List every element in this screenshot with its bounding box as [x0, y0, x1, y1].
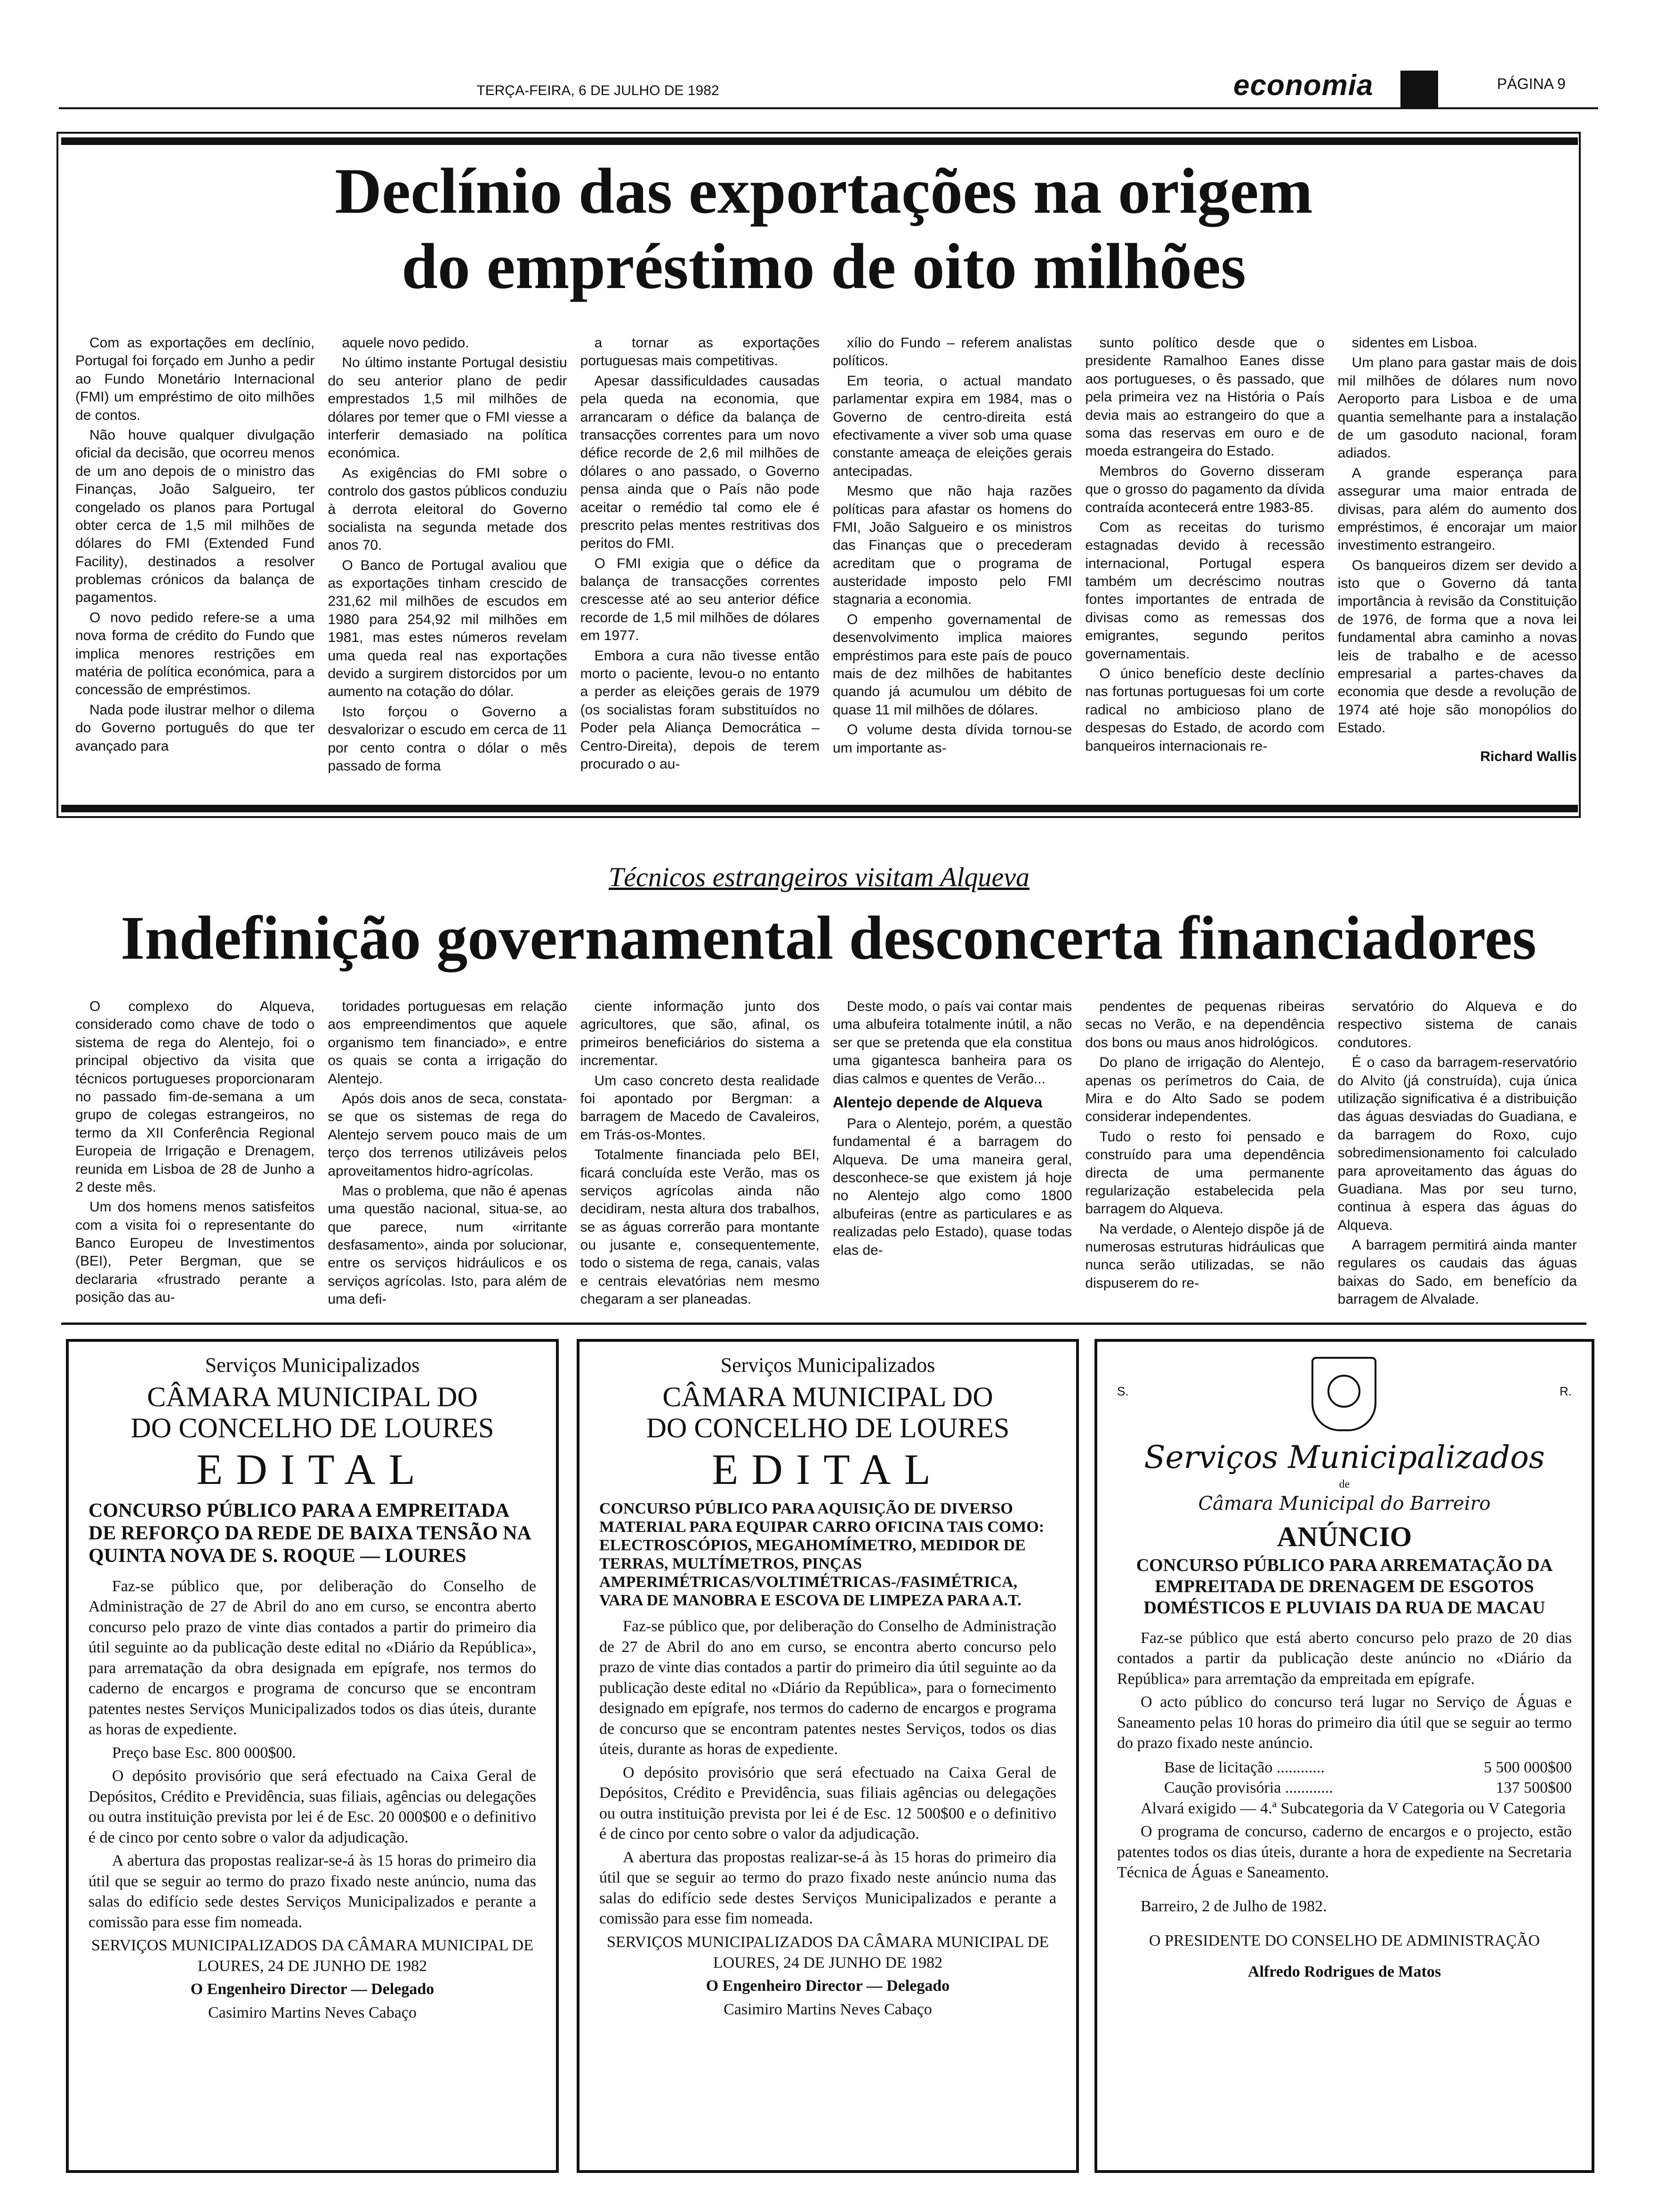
paragraph: Os banqueiros dizem ser devido a isto que o Governo dá tanta importância à revisão da Constituição de 1976, de forma que a nova lei fundamental abra caminho a novas leis de trabalho e de acesso empresarial a partes-chaves da economia que desde a revolução de 1974 até hoje são monopólios do Estado.	[1337, 557, 1577, 736]
ad3-base-row	[1117, 1757, 1572, 1778]
ad3-p3: O programa de concurso, caderno de encargos e o projecto, estão patentes todos os dias úteis, durante a hora de expediente na Secretaria Técnica de Águas e Saneamento.	[1117, 1823, 1572, 1882]
page-number: PÁGINA 9	[1497, 75, 1566, 92]
paragraph: Não houve qualquer divulgação oficial da decisão, que ocorreu menos de um ano depois de o ministro das Finanças, João Salgueiro, ter congelado os planos para Portugal obter cerca de 1,5 mil milhões de dólares do FMI (Extended Fund Facility), destinados a resolver problemas crónicos da balança de pagamentos.	[75, 427, 315, 606]
article2-subhead: Alentejo depende de Alqueva	[832, 1093, 1043, 1111]
ad3-place: Barreiro, 2 de Julho de 1982.	[1141, 1897, 1327, 1915]
paragraph: Na verdade, o Alentejo dispõe já de numerosas estruturas hidráulicas que nunca serão utilizadas, se não dispuserem do re-	[1085, 1221, 1325, 1291]
ad1-sign3: Casimiro Martins Neves Cabaço	[208, 2004, 417, 2021]
article2-col1	[75, 998, 314, 1318]
paragraph: O empenho governamental de desenvolvimento implica maiores empréstimos para este país de pouco mais de dez milhões de habitantes quando já acumulou um débito de quase 11 mil milhões de dólares.	[832, 611, 1072, 718]
issue-date: TERÇA-FEIRA, 6 DE JULHO DE 1982	[476, 83, 719, 98]
article2-bottom-rule	[61, 1322, 1586, 1325]
ad3-base-value: 5 500 000$00	[1484, 1758, 1572, 1776]
article2-col6	[1338, 998, 1577, 1318]
paragraph: Com as exportações em declínio, Portugal foi forçado em Junho a pedir ao Fundo Monetário Internacional (FMI) um empréstimo de oito milhões de contos.	[75, 335, 315, 423]
municipal-crest-icon	[1311, 1357, 1376, 1431]
ad1-p2: Preço base Esc. 800 000$00.	[112, 1744, 296, 1762]
article1-byline: Richard Wallis	[1480, 748, 1577, 764]
ad2-sign2: O Engenheiro Director — Delegado	[706, 1977, 950, 1995]
ad2-line3: DO CONCELHO DE LOURES	[646, 1412, 1010, 1444]
section-logo-icon	[1400, 71, 1438, 108]
ad2-line2: CÂMARA MUNICIPAL DO	[662, 1381, 993, 1413]
article2-col2	[328, 998, 567, 1318]
ad1-sign1: SERVIÇOS MUNICIPALIZADOS DA CÂMARA MUNICIPAL DE LOURES, 24 DE JUNHO DE 1982	[91, 1937, 534, 1975]
ad-loures-edital-2	[577, 1339, 1079, 2173]
paragraph: O FMI exigia que o défice da balança de transacções correntes crescesse até ao seu anterior défice recorde de 1,5 mil milhões de dólares em 1977.	[580, 555, 820, 644]
ad2-edital: EDITAL	[712, 1445, 944, 1494]
ad3-caucao-row	[1117, 1778, 1572, 1798]
paragraph: Apesar dassificuldades causadas pela queda na economia, que arrancaram o défice da balança de transacções correntes para um novo défice recorde de 2,6 mil milhões de dólares o ano passado, o Governo pensa ainda que o País não pode aceitar o remédio tal como ele é prescrito pelas mentes restritivas dos peritos do FMI.	[580, 373, 820, 552]
ad1-p4: A abertura das propostas realizar-se-á às 15 horas do primeiro dia útil que se seguir ao termo do prazo fixado neste anúncio, numa das salas do edifício sede destes Serviços Municipalizados e perante a comissão para esse fim nomeada.	[88, 1852, 536, 1931]
paragraph: servatório do Alqueva e do respectivo sistema de canais condutores.	[1337, 999, 1577, 1050]
paragraph: Deste modo, o país vai contar mais uma albufeira totalmente inútil, a não ser que se pretenda que ela constitua uma gigantesca banheira para os dias calmos e quentes de Verão...	[832, 999, 1072, 1087]
article2-col5	[1085, 998, 1324, 1318]
article2-col4	[833, 998, 1072, 1318]
article1-col6	[1338, 334, 1577, 800]
paragraph: ciente informação junto dos agricultores, que são, afinal, os primeiros beneficiários do sistema a incrementar.	[580, 999, 820, 1069]
ad3-script2: Câmara Municipal do Barreiro	[1198, 1493, 1491, 1515]
paragraph: pendentes de pequenas ribeiras secas no Verão, e na dependência dos bons ou maus anos hidrológicos.	[1085, 999, 1325, 1050]
ad3-crest-row	[1117, 1352, 1572, 1431]
ad3-base-label: Base de licitação ............	[1164, 1758, 1325, 1776]
ad3-p2: O acto público do concurso terá lugar no Serviço de Águas e Saneamento pelas 10 horas do primeiro dia útil que se seguir ao termo do prazo fixado neste anúncio.	[1117, 1693, 1572, 1752]
paragraph: aquele novo pedido.	[342, 335, 469, 351]
ad1-line1: Serviços Municipalizados	[205, 1354, 420, 1377]
paragraph: Nada pode ilustrar melhor o dilema do Governo português do que ter avançado para	[75, 702, 315, 754]
article1-title-line1: Declínio das exportações na origem	[335, 155, 1313, 227]
paragraph: Mesmo que não haja razões políticas para afastar os homens do FMI, João Salgueiro e os ministros das Finanças que o precederam acreditam que o programa de austeridade imposto pelo FMI stagnaria a economia.	[832, 483, 1072, 608]
ad-barreiro-anuncio	[1094, 1339, 1594, 2173]
ad3-caucao-label: Caução provisória ............	[1164, 1779, 1333, 1797]
paragraph: Um plano para gastar mais de dois mil milhões de dólares num novo Aeroporto para Lisboa e de uma quantia semelhante para a instalação de um gasoduto nacional, foram adiados.	[1337, 355, 1577, 461]
ad3-anuncio: ANÚNCIO	[1277, 1521, 1412, 1553]
ad3-script1: Serviços Municipalizados	[1144, 1439, 1545, 1475]
article2-kicker: Técnicos estrangeiros visitam Alqueva	[608, 862, 1030, 892]
ad2-sign1: SERVIÇOS MUNICIPALIZADOS DA CÂMARA MUNICIPAL DE LOURES, 24 DE JUNHO DE 1982	[606, 1933, 1049, 1972]
article1-col2	[328, 334, 567, 800]
article2-body	[75, 998, 1577, 1318]
paragraph: É o caso da barragem-reservatório do Alvito (já construída), cuja única utilização significativa é a distribuição das águas desviadas do Guadiana, e da barragem do Roxo, cujo sobredimensionamento foi calculado para aproveitamento das águas do Guadiana. Mas por seu turno, continua à espera das águas do Alqueva.	[1337, 1055, 1577, 1233]
paragraph: O novo pedido refere-se a uma nova forma de crédito do Fundo que implica menores restrições em matéria de política económica, para a concessão de empréstimos.	[75, 609, 315, 698]
paragraph: A grande esperança para assegurar uma maior entrada de divisas, para além do aumento dos empréstimos, é encorajar um maior investimento estrangeiro.	[1337, 465, 1577, 553]
paragraph: As exigências do FMI sobre o controlo dos gastos públicos conduziu à derrota eleitoral do Governo socialista na segunda metade dos anos 70.	[328, 465, 567, 553]
ad1-p1: Faz-se público que, por deliberação do Conselho de Administração de 27 de Abril do ano em curso, se encontra aberto concurso pelo prazo de vinte dias contados a partir do primeiro dia útil seguinte ao da publicação deste edital no «Diário da República», para arrematação da obra designada em epígrafe, nos termos do caderno de encargos e programa de concurso que se encontram patentes nestes Serviços Municipalizados todos os dias úteis, durante as horas de expediente.	[88, 1577, 536, 1739]
paragraph: O complexo do Alqueva, considerado como chave de todo o sistema de rega do Alentejo, foi o principal objectivo da visita que técnicos portugueses proporcionaram no passado fim-de-semana a um grupo de colegas estrangeiros, no termo da XII Conferência Regional Europeia de Irrigação e Drenagem, reunida em Lisboa de 28 de Junho a 2 deste mês.	[75, 999, 315, 1195]
paragraph: Um dos homens menos satisfeitos com a visita foi o representante do Banco Europeu de Investimentos (BEI), Peter Bergman, que se declararia «frustrado perante a posição das au-	[75, 1199, 315, 1306]
ad1-line2: CÂMARA MUNICIPAL DO	[147, 1381, 478, 1413]
ad3-sign1: O PRESIDENTE DO CONSELHO DE ADMINISTRAÇÃO	[1149, 1932, 1540, 1950]
section-name: economia	[1233, 69, 1374, 102]
article1-top-bar	[61, 137, 1578, 145]
paragraph: Com as receitas do turismo estagnadas devido à recessão internacional, Portugal espera também um decréscimo noutras fontes importantes de entrada de divisas como as remessas dos emigrantes, segundo peritos governamentais.	[1085, 519, 1325, 662]
ad3-crest-r: R.	[1559, 1384, 1572, 1399]
ad3-de: de	[1339, 1478, 1350, 1491]
ad3-alvara: Alvará exigido — 4.ª Subcategoria da V Categoria ou V Categoria	[1141, 1799, 1566, 1817]
ad3-sign2: Alfredo Rodrigues de Matos	[1247, 1963, 1441, 1980]
paragraph: Após dois anos de seca, constata-se que os sistemas de rega do Alentejo servem pouco mais de um terço dos terrenos utilizáveis pelos aproveitamentos hidro-agrícolas.	[328, 1090, 567, 1179]
paragraph: Um caso concreto desta realidade foi apontado por Bergman: a barragem de Macedo de Cavaleiros, em Trás-os-Montes.	[580, 1073, 820, 1143]
paragraph: Do plano de irrigação do Alentejo, apenas os perímetros do Caia, de Mira e do Alto Sado se podem considerar independentes.	[1085, 1055, 1325, 1125]
article2-col3	[580, 998, 820, 1318]
paragraph: No último instante Portugal desistiu do seu anterior plano de pedir emprestados 1,5 mil milhões de dólares por temer que o FMI viesse a interferir demasiado na política económica.	[328, 355, 567, 461]
ad1-p3: O depósito provisório que será efectuado na Caixa Geral de Depósitos, Crédito e Previdência, suas filiais, agências ou delegações ou outra instituição prevista por lei é de Esc. 20 000$00 e o definitivo é de cinco por cento sobre o valor da adjudicação.	[88, 1767, 536, 1846]
paragraph: Tudo o resto foi pensado e construído para uma dependência directa de uma permanente regularização estabelecida pela barragem do Alqueva.	[1085, 1129, 1325, 1217]
article1-col4	[833, 334, 1072, 800]
ad2-p1: Faz-se público que, por deliberação do Conselho de Administração de 27 de Abril do ano em curso, se encontra aberto concurso pelo prazo de vinte dias contados a partir do primeiro dia útil seguinte ao da publicação deste edital no «Diário da República», para o fornecimento designado em epígrafe, nos termos do caderno de encargos e programa de concurso que se encontram patentes nestes Serviços, todos os dias úteis, durante as horas de expediente.	[599, 1618, 1056, 1758]
paragraph: Isto forçou o Governo a desvalorizar o escudo em cerca de 11 por cento contra o dólar o mês passado de forma	[328, 704, 567, 774]
paragraph: O único benefício deste declínio nas fortunas portuguesas foi um corte radical no ambicioso plano de despesas do Estado, de acordo com banqueiros internacionais re-	[1085, 666, 1325, 754]
ad3-crest-s: S.	[1117, 1384, 1129, 1399]
article2-title: Indefinição governamental desconcerta financiadores	[121, 903, 1536, 972]
paragraph: Em teoria, o actual mandato parlamentar expira em 1984, mas o Governo de centro-direita está efectivamente a viver sob uma quase constante ameaça de eleições gerais antecipadas.	[832, 373, 1072, 479]
article1-bottom-bar	[61, 805, 1578, 812]
article1-col1	[75, 334, 314, 800]
ad1-line3: DO CONCELHO DE LOURES	[130, 1412, 494, 1444]
paragraph: toridades portuguesas em relação aos empreendimentos que aquele organismo tem financiado», e entre os quais se conta a irrigação do Alentejo.	[328, 999, 567, 1087]
header-rule	[59, 107, 1598, 109]
ad-loures-edital-1	[66, 1339, 559, 2173]
paragraph: O volume desta dívida tornou-se um importante as-	[832, 722, 1072, 756]
ad3-caucao-value: 137 500$00	[1496, 1779, 1572, 1797]
ad2-p2: O depósito provisório que será efectuado na Caixa Geral de Depósitos, Crédito e Previdência, suas filiais agências ou delegações ou outra instituição prevista por lei é de Esc. 12 500$00 e o definitivo é de cinco por cento sobre o valor da adjudicação.	[599, 1763, 1056, 1843]
ad1-concurso: CONCURSO PÚBLICO PARA A EMPREITADA DE REFORÇO DA REDE DE BAIXA TENSÃO NA QUINTA NOVA DE S. ROQUE — LOURES	[88, 1499, 531, 1567]
article1-body	[75, 334, 1577, 800]
ad1-sign2: O Engenheiro Director — Delegado	[190, 1980, 434, 1998]
paragraph: O Banco de Portugal avaliou que as exportações tinham crescido de 231,62 mil milhões de escudos em 1980 para 254,92 mil milhões em 1981, mas estes números revelam uma queda real nas exportações devido a surgirem distorcidos por um aumento na cotação do dólar.	[328, 557, 567, 700]
paragraph: Membros do Governo disseram que o grosso do pagamento da dívida contraída acontecerá entre 1983-85.	[1085, 463, 1325, 515]
paragraph: xílio do Fundo – referem analistas políticos.	[832, 335, 1072, 369]
article1-title-line2: do empréstimo de oito milhões	[402, 230, 1246, 302]
ad2-p3: A abertura das propostas realizar-se-á às 15 horas do primeiro dia útil que se seguir ao termo do prazo fixado neste anúncio numa das salas do edifício sede destes Serviços Municipalizados e perante a comissão para esse fim nomeada.	[599, 1848, 1056, 1928]
paragraph: Mas o problema, que não é apenas uma questão nacional, situa-se, ao que parece, num «irritante desfasamento», ainda por solucionar, entre os serviços hidráulicos e os serviços agrícolas. Isto, para além de uma defi-	[328, 1183, 567, 1307]
paragraph: sidentes em Lisboa.	[1351, 335, 1478, 351]
paragraph: Embora a cura não tivesse então morto o paciente, levou-o no entanto a perder as eleições gerais de 1979 (os socialistas foram substituídos no Poder pela Aliança Democrática – Centro-Direita), depois de terem procurado o au-	[580, 648, 820, 772]
article1-col3	[580, 334, 820, 800]
ad2-concurso: CONCURSO PÚBLICO PARA AQUISIÇÃO DE DIVERSO MATERIAL PARA EQUIPAR CARRO OFICINA TAIS COMO: ELECTROSCÓPIOS, MEGAHOMÍMETRO, MEDIDOR DE TERRAS, MULTÍMETROS, PINÇAS AMPERIMÉTRICAS/VOLTIMÉTRICAS-/FASIMÉTRICA, VARA DE MANOBRA E ESCOVA DE LIMPEZA PARA A.T.	[599, 1499, 1045, 1610]
ad2-sign3: Casimiro Martins Neves Cabaço	[724, 2000, 932, 2018]
ad2-line1: Serviços Municipalizados	[720, 1354, 935, 1377]
ad3-concurso: CONCURSO PÚBLICO PARA ARREMATAÇÃO DA EMPREITADA DE DRENAGEM DE ESGOTOS DOMÉSTICOS E PLUVIAIS DA RUA DE MACAU	[1136, 1555, 1553, 1618]
paragraph: sunto político desde que o presidente Ramalhoo Eanes disse aos portugueses, o ês passado, que pela primeira vez na História o País devia mais ao estrangeiro do que a soma das reservas em ouro e de moeda estrangeira do Estado.	[1085, 335, 1325, 459]
paragraph: Para o Alentejo, porém, a questão fundamental é a barragem do Alqueva. De uma maneira geral, desconhece-se que existem já hoje no Alentejo algo como 1800 albufeiras (entre as particulares e as realizadas pelo Estado), quase todas elas de-	[832, 1115, 1072, 1258]
ad3-p1: Faz-se público que está aberto concurso pelo prazo de 20 dias contados a partir da publicação deste anúncio no «Diário da República» para arremtação da empreitada em epígrafe.	[1117, 1629, 1572, 1688]
paragraph: A barragem permitirá ainda manter regulares os caudais das águas baixas do Sado, em benefício da barragem de Alvalade.	[1337, 1237, 1577, 1307]
paragraph: a tornar as exportações portuguesas mais competitivas.	[580, 335, 820, 369]
paragraph: Totalmente financiada pelo BEI, ficará concluída este Verão, mas os serviços agrícolas ainda não decidiram, nesta altura dos trabalhos, se as águas correrão para montante ou jusante e, consequentemente, todo o sistema de rega, canais, valas e centrais elevatórias nem mesmo chegaram a ser planeadas.	[580, 1147, 820, 1307]
ad1-edital: EDITAL	[196, 1445, 428, 1494]
article1-col5	[1085, 334, 1324, 800]
